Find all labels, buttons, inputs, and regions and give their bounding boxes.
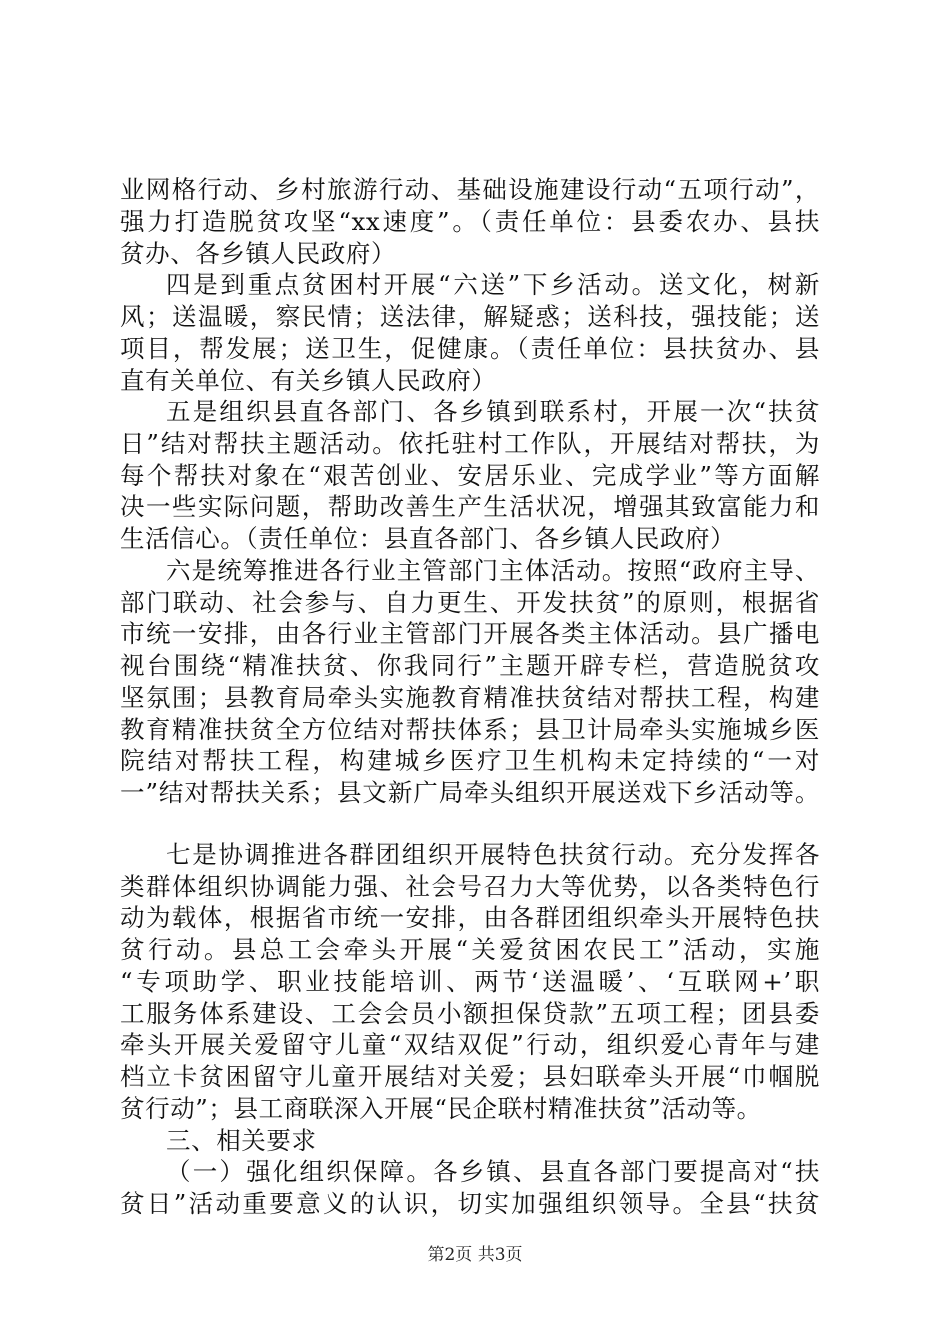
text-line: 强力打造脱贫攻坚“xx速度”。（责任单位：县委农办、县扶	[120, 206, 820, 236]
text-line: “专项助学、职业技能培训、两节‘送温暖’、‘互联网+’职	[120, 966, 820, 996]
text-line: 坚氛围；县教育局牵头实施教育精准扶贫结对帮扶工程，构建	[120, 682, 820, 712]
text-line: 一”结对帮扶关系；县文新广局牵头组织开展送戏下乡活动等。	[120, 778, 820, 808]
paragraph-start-line: 六是统筹推进各行业主管部门主体活动。按照“政府主导、	[166, 555, 820, 585]
text-line: 类群体组织协调能力强、社会号召力大等优势，以各类特色行	[120, 871, 820, 901]
text-line: 项目，帮发展；送卫生，促健康。（责任单位：县扶贫办、县	[120, 333, 820, 363]
text-line: 决一些实际问题，帮助改善生产生活状况，增强其致富能力和	[120, 492, 820, 522]
text-line: 贫办、各乡镇人民政府）	[120, 238, 397, 268]
text-line: 贫行动”；县工商联深入开展“民企联村精准扶贫”活动等。	[120, 1093, 762, 1123]
paragraph-start-line: 七是协调推进各群团组织开展特色扶贫行动。充分发挥各	[166, 839, 820, 869]
text-line: 贫行动。县总工会牵头开展“关爱贫困农民工”活动，实施	[120, 935, 820, 965]
text-line: 每个帮扶对象在“艰苦创业、安居乐业、完成学业”等方面解	[120, 460, 820, 490]
section-heading: 三、相关要求	[166, 1125, 317, 1155]
text-line: 牵头开展关爱留守儿童“双结双促”行动，组织爱心青年与建	[120, 1030, 820, 1060]
paragraph-start-line: 四是到重点贫困村开展“六送”下乡活动。送文化，树新	[166, 270, 820, 300]
text-line: 日”结对帮扶主题活动。依托驻村工作队，开展结对帮扶，为	[120, 428, 820, 458]
text-line: 贫日”活动重要意义的认识，切实加强组织领导。全县“扶贫	[120, 1189, 820, 1218]
text-line: 档立卡贫困留守儿童开展结对关爱；县妇联牵头开展“巾帼脱	[120, 1062, 820, 1091]
text-line: 工服务体系建设、工会会员小额担保贷款”五项工程；团县委	[120, 998, 820, 1028]
text-line: 生活信心。（责任单位：县直各部门、各乡镇人民政府）	[120, 524, 736, 554]
text-line: 视台围绕“精准扶贫、你我同行”主题开辟专栏，营造脱贫攻	[120, 651, 820, 681]
text-line: 市统一安排，由各行业主管部门开展各类主体活动。县广播电	[120, 619, 820, 649]
page-footer	[0, 1243, 950, 1267]
text-line: 直有关单位、有关乡镇人民政府）	[120, 365, 497, 395]
text-line: 业网格行动、乡村旅游行动、基础设施建设行动“五项行动”，	[120, 175, 820, 204]
text-line: 风；送温暖，察民情；送法律，解疑惑；送科技，强技能；送	[120, 302, 820, 331]
paragraph-start-line: 五是组织县直各部门、各乡镇到联系村，开展一次“扶贫	[166, 397, 820, 427]
page-number-label: 第2页 共3页	[427, 1245, 523, 1265]
text-line: 动为载体，根据省市统一安排，由各群团组织牵头开展特色扶	[120, 903, 820, 933]
paragraph-start-line: （一）强化组织保障。各乡镇、县直各部门要提高对“扶	[166, 1157, 820, 1187]
text-line: 部门联动、社会参与、自力更生、开发扶贫”的原则，根据省	[120, 587, 820, 617]
text-line: 院结对帮扶工程，构建城乡医疗卫生机构未定持续的“一对	[120, 746, 820, 776]
text-line: 教育精准扶贫全方位结对帮扶体系；县卫计局牵头实施城乡医	[120, 714, 820, 744]
